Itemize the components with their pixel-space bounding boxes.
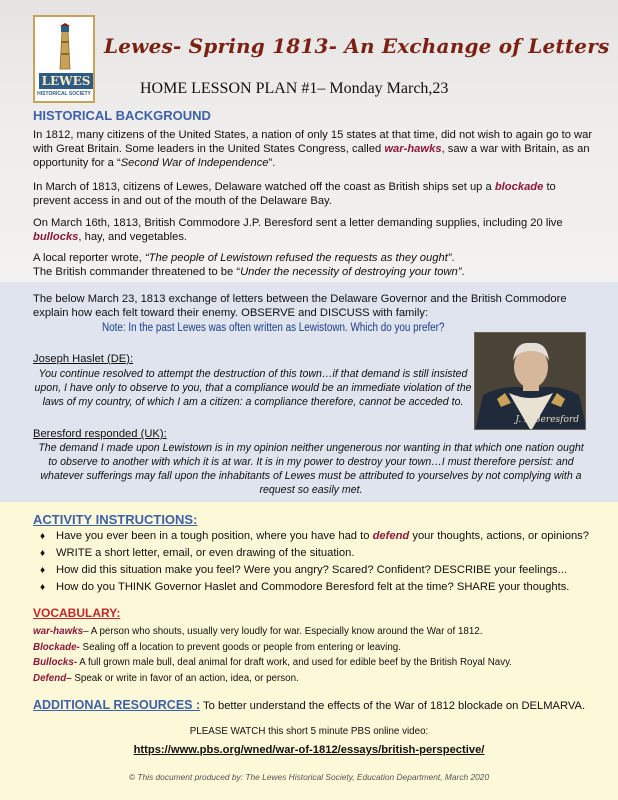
page-title: Lewes- Spring 1813- An Exchange of Letters (104, 34, 610, 58)
pbs-video-link[interactable]: https://www.pbs.org/wned/war-of-1812/essays/british-perspective/ (133, 744, 485, 756)
term-blockade: blockade (494, 181, 544, 193)
activity-item: ♦ WRITE a short letter, email, or even drawing of the situation. (40, 545, 600, 562)
beresford-label: Beresford responded (UK): (33, 428, 167, 440)
paragraph-blockade: In March of 1813, citizens of Lewes, Delaware watched off the coast as British ships set up a blockade to prevent access in and out of the mouth of the Delaware Bay. (33, 181, 556, 207)
haslet-quote: You continue resolved to attempt the destruction of this town…if that demand is still insisted upon, I have only to observe to you, that a compliance would be an immediate violation of the laws of my country, of which I am a citizen: a compliance therefore, cannot be acceded to. (34, 368, 472, 408)
term-bullocks: bullocks (33, 231, 79, 243)
activity-item: ♦ How did this situation make you feel? Were you angry? Scared? Confident? DESCRIBE your feelings... (40, 562, 600, 579)
lesson-plan-subtitle: HOME LESSON PLAN #1– Monday March,23 (140, 80, 449, 97)
paragraph-bullocks: On March 16th, 1813, British Commodore J.P. Beresford sent a letter demanding supplies, including 20 live bullocks, hay, and vegetables. (33, 217, 563, 243)
logo-text: LEWES (39, 73, 93, 89)
exchange-intro: The below March 23, 1813 exchange of letters between the Delaware Governor and the British Commodore explain how each felt toward their enemy. OBSERVE and DISCUSS with family: (33, 293, 567, 319)
activity-item: ♦ How do you THINK Governor Haslet and Commodore Beresford felt at the time? SHARE your thoughts. (40, 579, 600, 596)
portrait-caption: J. P. Beresford (515, 415, 579, 425)
activity-heading: ACTIVITY INSTRUCTIONS: (33, 512, 198, 527)
paragraph-war-hawks: In 1812, many citizens of the United States, a nation of only 15 states at that time, did not wish to again go to war with Great Britain. Some leaders in the United States Congress, called war-hawks, saw a war with Britain, as an opportunity for a “Second War of Independence”. (33, 129, 593, 169)
lewes-historical-society-logo (33, 15, 95, 103)
vocabulary-heading: VOCABULARY: (33, 606, 121, 620)
haslet-label: Joseph Haslet (DE): (33, 353, 134, 365)
activity-item: ♦ Have you ever been in a tough position, where you have had to defend your thoughts, actions, or opinions? (40, 528, 600, 545)
historical-background-heading: HISTORICAL BACKGROUND (33, 108, 211, 123)
term-war-hawks: war-hawks (384, 143, 442, 155)
lighthouse-icon (55, 23, 75, 71)
vocab-item: Bullocks- A full grown male bull, deal animal for draft work, and used for edible beef by the British Royal Navy. (33, 657, 513, 668)
additional-resources-heading: ADDITIONAL RESOURCES : (33, 698, 201, 712)
logo-subtext: HISTORICAL SOCIETY (37, 91, 91, 97)
vocabulary-list (33, 624, 593, 686)
paragraph-reporter: A local reporter wrote, “The people of Lewistown refused the requests as they ought”. The British commander threatened to be “Under the necessity of destroying your town”. (33, 252, 465, 278)
additional-resources: ADDITIONAL RESOURCES : To better understand the effects of the War of 1812 blockade on DELMARVA. (33, 698, 586, 712)
vocab-item: war-hawks– A person who shouts, usually very loudly for war. Especially know around the War of 1812. (33, 626, 483, 637)
vocab-item: Blockade- Sealing off a location to prevent goods or people from entering or leaving. (33, 641, 401, 653)
beresford-quote: The demand I made upon Lewistown is in my opinion neither ungenerous nor wanting in that which one nation ought to observe to another with which it is at war. It is in my power to destroy your town…I must therefore persist: and whatever sufferings may fall upon the inhabitants of Lewes must be attributed to yourselves by not complying with a request so easily met. (38, 442, 584, 496)
activity-list (40, 528, 600, 596)
vocab-item: Defend– Speak or write in favor of an action, idea, or person. (33, 672, 299, 684)
beresford-portrait (474, 332, 586, 430)
footer-credit: © This document produced by: The Lewes Historical Society, Education Department, March 2020 (128, 772, 490, 782)
watch-instruction: PLEASE WATCH this short 5 minute PBS online video: (189, 726, 429, 737)
lewistown-note: Note: In the past Lewes was often written as Lewistown. Which do you prefer? (102, 322, 445, 334)
